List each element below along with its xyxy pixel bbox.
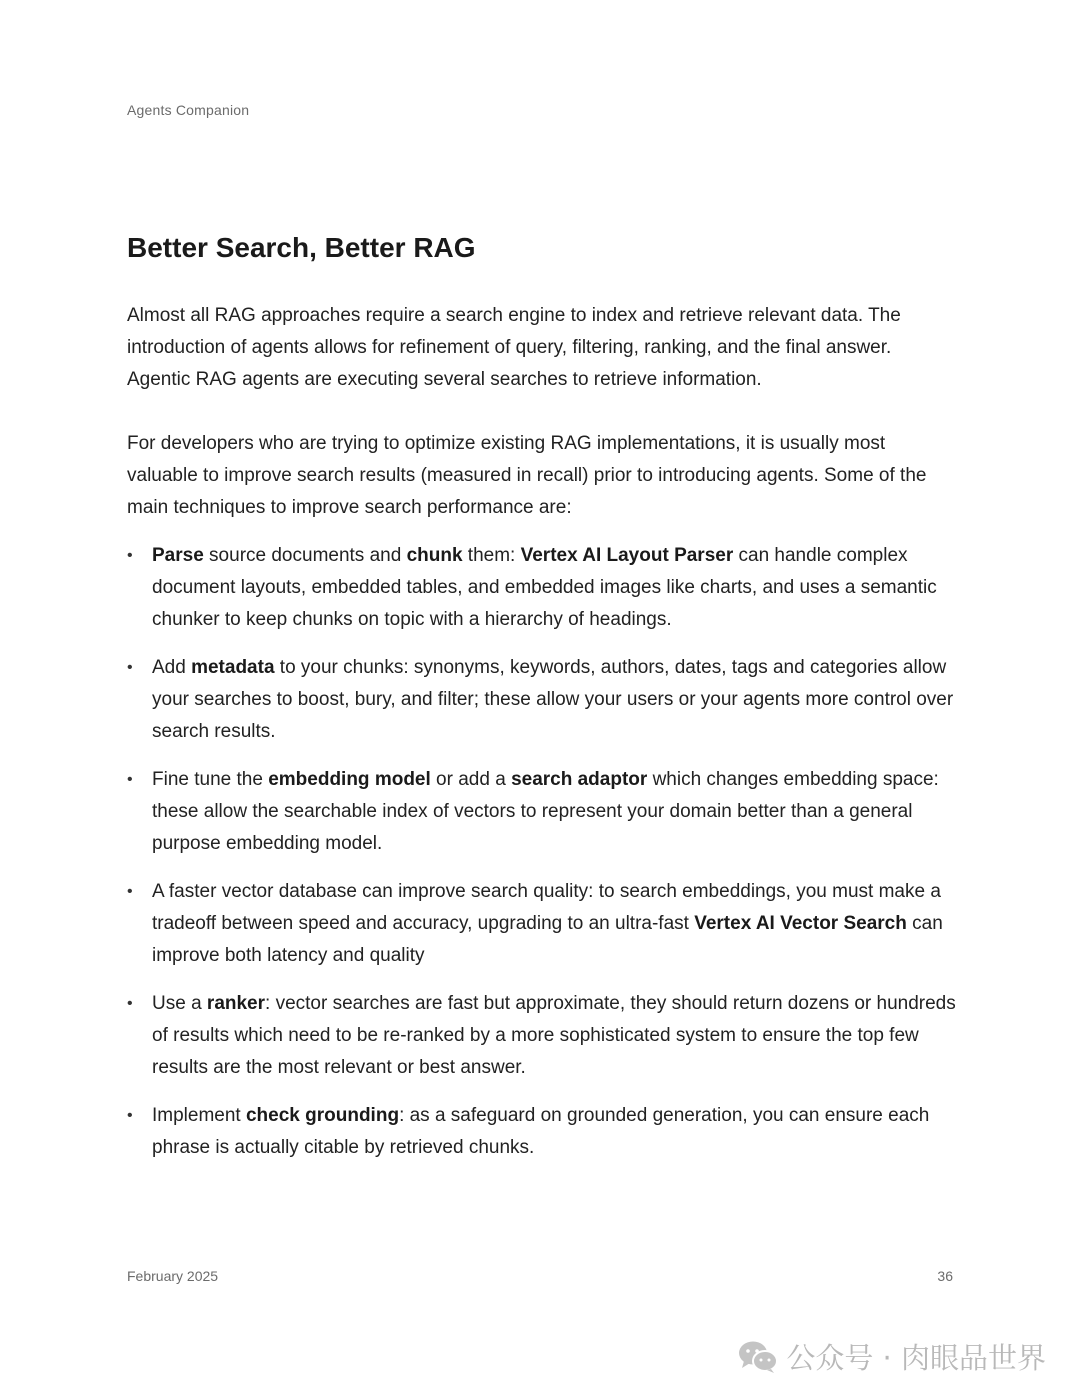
text-segment: : vector searches are fast but approximate, they should return dozens or hundreds of results which need to be re-ranked by a more sophisticated system to ensure the top few results are the most relevant or best answer. [152, 993, 956, 1078]
bold-term: Parse [152, 545, 204, 566]
text-segment: or add a [430, 769, 512, 790]
list-item [127, 988, 957, 1084]
bullet-marker: • [127, 547, 133, 564]
bold-term: Vertex AI Vector Search [694, 913, 907, 934]
list-item [127, 652, 957, 748]
bold-term: Vertex AI Layout Parser [520, 545, 734, 566]
text-segment: Fine tune the [152, 769, 269, 790]
text-segment: them: [462, 545, 521, 566]
list-item [127, 876, 957, 972]
text-segment: can handle complex document layouts, embedded tables, and embedded images like charts, and uses a semantic chunker to keep chunks on topic with a hierarchy of headings. [152, 545, 937, 630]
text-segment: Implement [152, 1105, 246, 1126]
text-segment: Use a [152, 993, 207, 1014]
list-item [127, 1100, 957, 1164]
wechat-icon [738, 1340, 778, 1374]
text-segment: which changes embedding space: these allow the searchable index of vectors to represent your domain better than a general purpose embedding model. [152, 769, 939, 854]
paragraph-1: Almost all RAG approaches require a search engine to index and retrieve relevant data. The introduction of agents allows for refinement of query, filtering, ranking, and the final answer. Agentic RAG agents are executing several searches to retrieve information. [127, 305, 901, 390]
bullet-marker: • [127, 771, 133, 788]
page-number: 36 [937, 1268, 953, 1284]
text-segment: source documents and [203, 545, 407, 566]
watermark-text: 公众号 · 肉眼品世界 [786, 1341, 1046, 1375]
list-item [127, 540, 957, 636]
text-segment: can improve both latency and quality [152, 913, 943, 966]
text-segment: A faster vector database can improve search quality: to search embeddings, you must make a tradeoff between speed and accuracy, upgrading to an ultra-fast [152, 881, 941, 934]
footer-date: February 2025 [127, 1268, 219, 1284]
list-item [127, 764, 957, 860]
bold-term: search adaptor [511, 769, 648, 790]
running-header: Agents Companion [127, 102, 250, 118]
bold-term: metadata [191, 657, 275, 678]
bullet-marker: • [127, 883, 133, 900]
bullet-marker: • [127, 1107, 133, 1124]
section-title: Better Search, Better RAG [127, 232, 476, 263]
bold-term: ranker [206, 993, 266, 1014]
body-content [127, 300, 957, 1180]
text-segment: Add [152, 657, 192, 678]
watermark [738, 1336, 1046, 1377]
technique-list [127, 540, 957, 1164]
bold-term: embedding model [268, 769, 431, 790]
text-segment: : as a safeguard on grounded generation, you can ensure each phrase is actually citable by retrieved chunks. [152, 1105, 930, 1158]
bold-term: check grounding [245, 1105, 400, 1126]
bold-term: chunk [406, 545, 463, 566]
text-segment: to your chunks: synonyms, keywords, authors, dates, tags and categories allow your searches to boost, bury, and filter; these allow your users or your agents more control over search results. [152, 657, 954, 742]
bullet-marker: • [127, 659, 133, 676]
paragraph-2: For developers who are trying to optimize existing RAG implementations, it is usually most valuable to improve search results (measured in recall) prior to introducing agents. Some of the main techniques to improve search performance are: [127, 433, 927, 518]
bullet-marker: • [127, 995, 133, 1012]
